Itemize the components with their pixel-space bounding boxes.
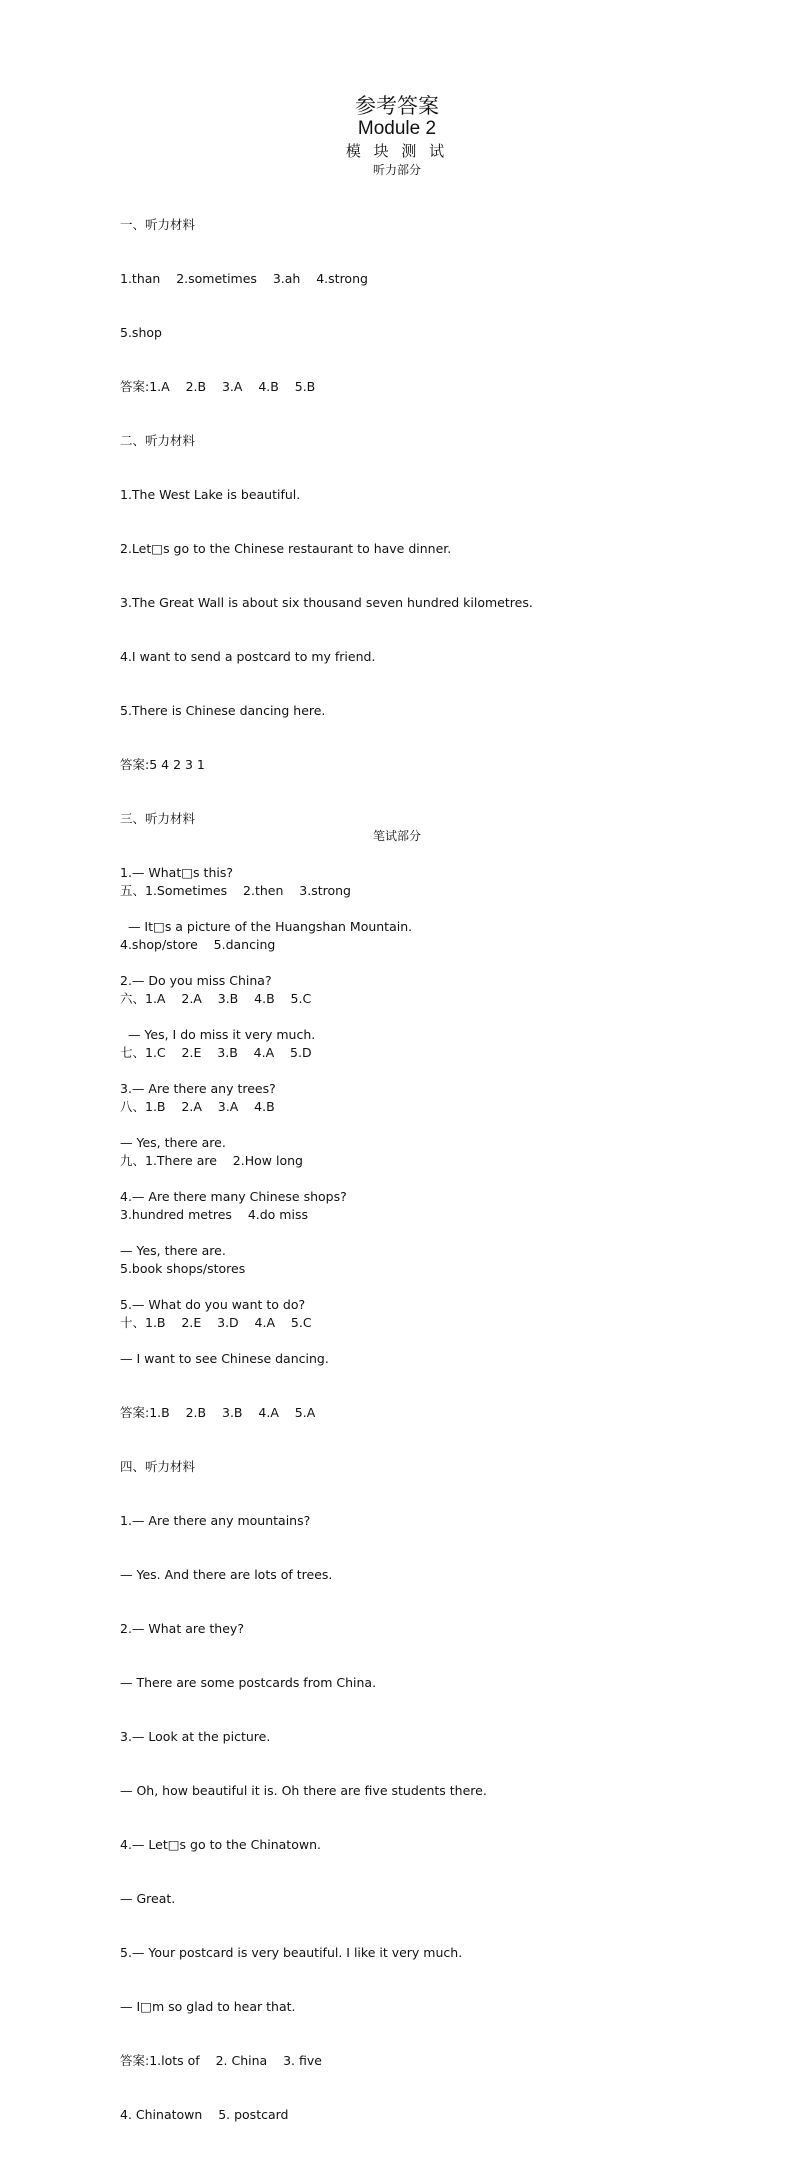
text-line: 1.The West Lake is beautiful. — [120, 487, 301, 502]
text-line: 六、1.A 2.A 3.B 4.B 5.C — [120, 991, 312, 1006]
text-line: 十、1.B 2.E 3.D 4.A 5.C — [120, 1315, 312, 1330]
text-line: 5.— What do you want to do? — [120, 1297, 306, 1312]
written-section-heading: 笔试部分 — [372, 829, 421, 843]
text-line: — Oh, how beautiful it is. Oh there are five students there. — [120, 1783, 487, 1798]
text-line: 二、听力材料 — [120, 433, 196, 448]
text-line: 4.— Let□s go to the Chinatown. — [120, 1837, 321, 1852]
text-line: 3.hundred metres 4.do miss — [120, 1207, 308, 1222]
text-line: 3.The Great Wall is about six thousand seven hundred kilometres. — [120, 595, 533, 610]
text-line: — It□s a picture of the Huangshan Mountain. — [120, 919, 413, 934]
text-line: 3.— Are there any trees? — [120, 1081, 276, 1096]
text-line: — Great. — [120, 1891, 176, 1906]
text-line: 1.than 2.sometimes 3.ah 4.strong — [120, 271, 368, 286]
text-line: 4.— Are there many Chinese shops? — [120, 1189, 347, 1204]
module-title: Module 2 — [357, 118, 437, 139]
text-line: — Yes. And there are lots of trees. — [120, 1567, 333, 1582]
text-line: — Yes, I do miss it very much. — [120, 1027, 316, 1042]
text-line: 4.I want to send a postcard to my friend. — [120, 649, 376, 664]
text-line: 5.— Your postcard is very beautiful. I like it very much. — [120, 1945, 463, 1960]
page-subtitle: 模 块 测 试 — [345, 142, 449, 160]
text-line: 2.— What are they? — [120, 1621, 244, 1636]
text-line: 答案:1.lots of 2. China 3. five — [120, 2053, 322, 2068]
text-line: 2.Let□s go to the Chinese restaurant to have dinner. — [120, 541, 452, 556]
text-line: — There are some postcards from China. — [120, 1675, 377, 1690]
text-line: 4. Chinatown 5. postcard — [120, 2107, 289, 2122]
text-line: — I want to see Chinese dancing. — [120, 1351, 329, 1366]
page-title: 参考答案 — [355, 94, 439, 118]
listening-section-heading: 听力部分 — [372, 163, 421, 177]
text-line: 2.— Do you miss China? — [120, 973, 272, 988]
text-line: 1.— Are there any mountains? — [120, 1513, 311, 1528]
text-line: 三、听力材料 — [120, 811, 196, 826]
text-line: 3.— Look at the picture. — [120, 1729, 271, 1744]
written-answers — [120, 846, 760, 1368]
text-line: 1.— What□s this? — [120, 865, 233, 880]
text-line: 5.There is Chinese dancing here. — [120, 703, 326, 718]
text-line: — I□m so glad to hear that. — [120, 1999, 296, 2014]
text-line: 4.shop/store 5.dancing — [120, 937, 276, 952]
text-line: — Yes, there are. — [120, 1135, 226, 1150]
text-line: 八、1.B 2.A 3.A 4.B — [120, 1099, 275, 1114]
text-line: 一、听力材料 — [120, 217, 196, 232]
text-line: — Yes, there are. — [120, 1243, 226, 1258]
text-line: 四、听力材料 — [120, 1459, 196, 1474]
text-line: 答案:1.A 2.B 3.A 4.B 5.B — [120, 379, 316, 394]
text-line: 答案:5 4 2 3 1 — [120, 757, 205, 772]
text-line: 九、1.There are 2.How long — [120, 1153, 303, 1168]
text-line: 七、1.C 2.E 3.B 4.A 5.D — [120, 1045, 312, 1060]
text-line: 5.book shops/stores — [120, 1261, 246, 1276]
text-line: 5.shop — [120, 325, 162, 340]
text-line: 答案:1.B 2.B 3.B 4.A 5.A — [120, 1405, 316, 1420]
text-line: 五、1.Sometimes 2.then 3.strong — [120, 883, 351, 898]
